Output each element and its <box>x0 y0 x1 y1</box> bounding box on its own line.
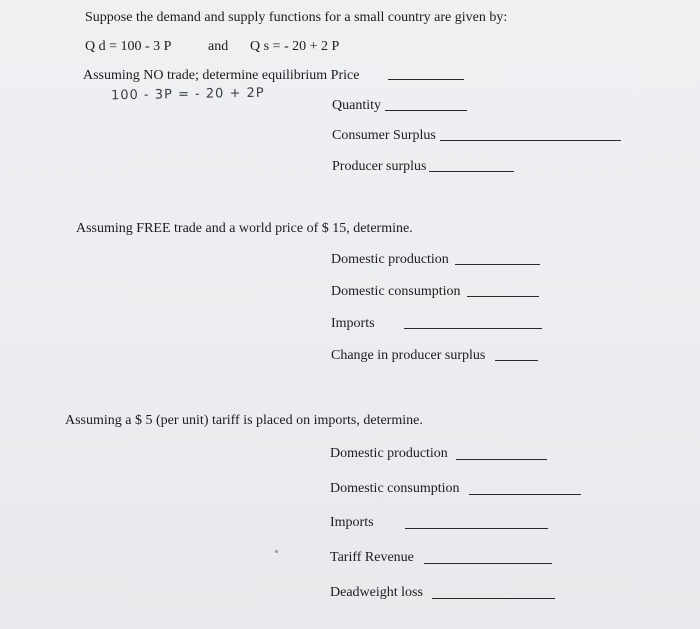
tariff-production-answer-line <box>456 459 547 460</box>
free-trade-heading: Assuming FREE trade and a world price of $ 15, determine. <box>76 221 413 236</box>
deadweight-loss-label: Deadweight loss <box>330 585 423 600</box>
tariff-domestic-consumption-label: Domestic consumption <box>330 481 460 496</box>
change-producer-surplus-label: Change in producer surplus <box>331 348 486 363</box>
producer-surplus-answer-line <box>429 171 514 172</box>
tariff-imports-label: Imports <box>330 515 374 530</box>
handwritten-work: 100 - 3P = - 20 + 2P <box>110 85 265 104</box>
tariff-revenue-label: Tariff Revenue <box>330 550 414 565</box>
price-answer-line <box>388 79 464 80</box>
pencil-mark <box>275 550 278 553</box>
no-trade-heading: Assuming NO trade; determine equilibrium Price <box>83 68 360 83</box>
free-trade-domestic-production-label: Domestic production <box>331 252 449 267</box>
and-word: and <box>208 39 229 54</box>
producer-surplus-label: Producer surplus <box>332 159 427 174</box>
change-producer-surplus-answer-line <box>495 360 538 361</box>
free-trade-domestic-consumption-label: Domestic consumption <box>331 284 461 299</box>
deadweight-loss-answer-line <box>432 598 555 599</box>
consumer-surplus-answer-line <box>440 140 621 141</box>
consumer-surplus-label: Consumer Surplus <box>332 128 436 143</box>
free-trade-consumption-answer-line <box>467 296 539 297</box>
no-trade-quantity-label: Quantity <box>332 98 381 113</box>
supply-equation: Q s = - 20 + 2 P <box>250 39 340 54</box>
tariff-imports-answer-line <box>405 528 548 529</box>
tariff-revenue-answer-line <box>424 563 552 564</box>
quantity-answer-line <box>385 110 467 111</box>
free-trade-imports-answer-line <box>404 328 542 329</box>
free-trade-production-answer-line <box>455 264 540 265</box>
tariff-heading: Assuming a $ 5 (per unit) tariff is placed on imports, determine. <box>65 413 423 428</box>
demand-equation: Q d = 100 - 3 P <box>85 39 172 54</box>
tariff-domestic-production-label: Domestic production <box>330 446 448 461</box>
free-trade-imports-label: Imports <box>331 316 375 331</box>
intro-text: Suppose the demand and supply functions for a small country are given by: <box>85 10 508 25</box>
tariff-consumption-answer-line <box>469 494 581 495</box>
